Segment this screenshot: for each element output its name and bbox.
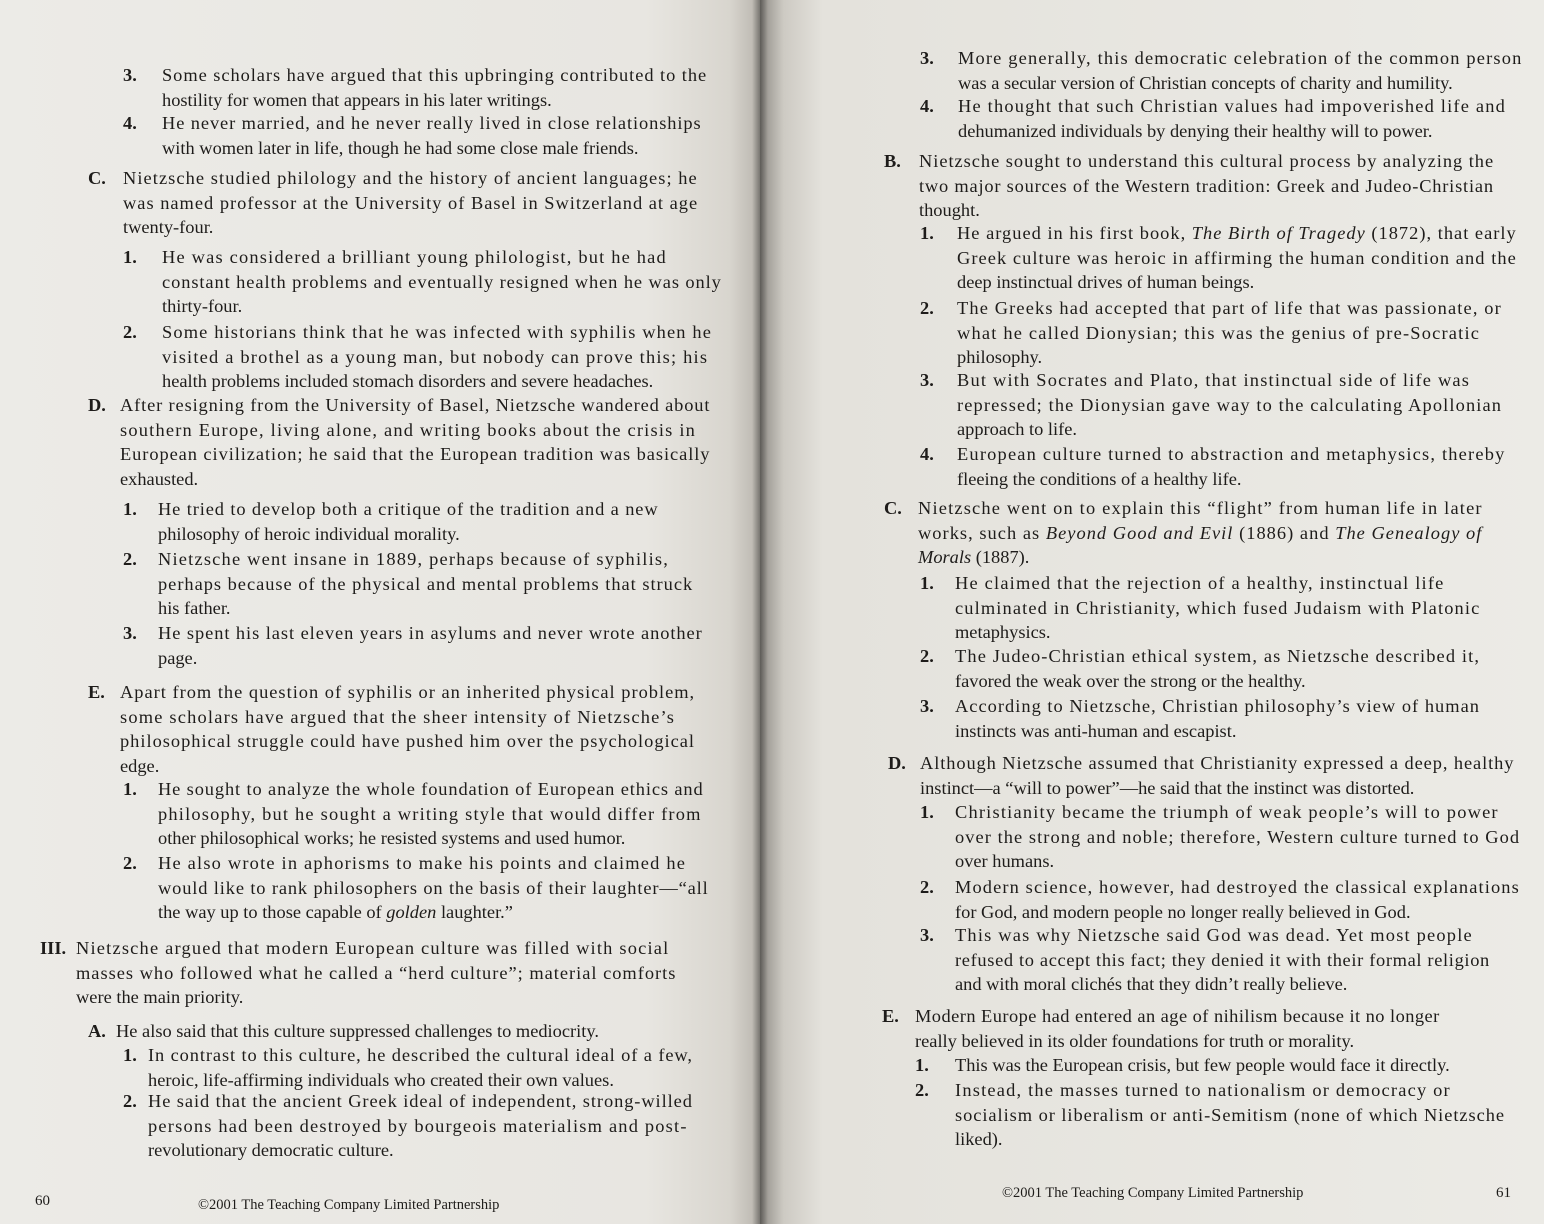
text-line: Nietzsche went insane in 1889, perhaps because of syphilis, [158,549,670,569]
text-line: heroic, life-affirming individuals who created their own values. [148,1069,614,1090]
outline-label: 1. [123,247,137,267]
text-line: Nietzsche studied philology and the history of ancient languages; he [123,168,698,188]
outline-label: 1. [123,779,137,799]
text-line: two major sources of the Western tradition: Greek and Judeo-Christian [919,175,1494,196]
text-line: philosophy. [957,347,1043,367]
page-footer: ©2001 The Teaching Company Limited Partnership [198,1197,500,1213]
text-line: for God, and modern people no longer really believed in God. [955,901,1411,922]
text-line: his father. [158,598,231,618]
outline-label: 2. [123,322,137,342]
text-line: persons had been destroyed by bourgeois materialism and post- [148,1115,688,1136]
text-line: He spent his last eleven years in asylums and never wrote another [158,623,703,643]
outline-label: 4. [920,96,934,116]
text-line: masses who followed what he called a “herd culture”; material comforts [76,962,677,983]
text-line: deep instinctual drives of human beings. [957,272,1255,292]
text-line: perhaps because of the physical and mental problems that struck [158,573,694,594]
text-line: Although Nietzsche assumed that Christianity expressed a deep, healthy [920,753,1515,773]
text-line: liked). [955,1129,1003,1149]
text-line: European culture turned to abstraction and metaphysics, thereby [957,444,1506,464]
outline-label: 3. [920,696,934,716]
text-line: Morals (1887). [918,547,1030,567]
outline-label: 1. [123,499,137,519]
text-line: After resigning from the University of Basel, Nietzsche wandered about [120,395,711,415]
text-line: over the strong and noble; therefore, Western culture turned to God [955,826,1521,847]
outline-label: 3. [920,48,934,68]
outline-label: 2. [915,1080,929,1100]
text-line: He thought that such Christian values had impoverished life and [958,96,1507,116]
outline-label: 4. [123,113,137,133]
text-line: fleeing the conditions of a healthy life. [957,468,1242,489]
outline-label: 1. [920,573,934,593]
outline-label: 2. [920,646,934,666]
text-line: page. [158,647,198,668]
text-line: He said that the ancient Greek ideal of independent, strong-willed [148,1091,693,1111]
text-line: According to Nietzsche, Christian philosophy’s view of human [955,696,1480,716]
outline-label: C. [88,168,106,188]
right-page [760,0,1544,1224]
outline-label: 3. [920,370,934,390]
text-line: The Judeo-Christian ethical system, as Nietzsche described it, [955,646,1481,666]
text-line: Nietzsche went on to explain this “flight” from human life in later [918,498,1483,518]
text-line: In contrast to this culture, he described the cultural ideal of a few, [148,1045,693,1065]
text-line: He sought to analyze the whole foundation of European ethics and [158,779,704,799]
outline-label: III. [40,938,67,958]
outline-label: C. [884,498,902,518]
text-line: Some historians think that he was infected with syphilis when he [162,322,713,342]
text-line: Some scholars have argued that this upbringing contributed to the [162,65,708,85]
text-line: He never married, and he never really lived in close relationships [162,113,702,133]
text-line: visited a brothel as a young man, but nobody can prove this; his [162,346,709,367]
text-line: health problems included stomach disorders and severe headaches. [162,371,654,391]
text-line: instinct—a “will to power”—he said that the instinct was distorted. [920,777,1415,798]
text-line: culminated in Christianity, which fused Judaism with Platonic [955,597,1481,618]
outline-label: 2. [123,1091,137,1111]
text-line: Apart from the question of syphilis or an inherited physical problem, [120,682,696,702]
text-line: European civilization; he said that the European tradition was basically [120,444,711,464]
outline-label: 3. [123,623,137,643]
text-line: the way up to those capable of golden laughter.” [158,902,513,922]
text-line: He claimed that the rejection of a healthy, instinctual life [955,573,1445,593]
outline-label: 1. [123,1045,137,1065]
outline-label: E. [882,1006,899,1026]
outline-label: D. [888,753,906,773]
outline-label: A. [88,1021,106,1041]
outline-label: 2. [920,877,934,897]
text-line: exhausted. [120,468,199,489]
text-line: instincts was anti-human and escapist. [955,720,1237,741]
text-line: what he called Dionysian; this was the genius of pre-Socratic [957,322,1481,343]
outline-label: 1. [920,223,934,243]
text-line: He was considered a brilliant young philologist, but he had [162,247,667,267]
text-line: But with Socrates and Plato, that instinctual side of life was [957,370,1471,390]
text-line: He tried to develop both a critique of the tradition and a new [158,499,659,519]
text-line: Modern Europe had entered an age of nihilism because it no longer [915,1006,1440,1026]
text-line: constant health problems and eventually resigned when he was only [162,271,722,292]
text-line: would like to rank philosophers on the basis of their laughter—“all [158,877,709,898]
text-line: revolutionary democratic culture. [148,1140,394,1160]
text-line: philosophical struggle could have pushed him over the psychological [120,731,696,751]
outline-label: B. [884,151,901,171]
outline-label: 2. [123,853,137,873]
page-number: 60 [35,1193,50,1209]
text-line: philosophy of heroic individual morality. [158,523,460,544]
text-line: favored the weak over the strong or the healthy. [955,670,1306,691]
outline-label: D. [88,395,106,415]
outline-label: 4. [920,444,934,464]
text-line: twenty-four. [123,217,214,237]
text-line: He argued in his first book, The Birth of Tragedy (1872), that early [957,223,1517,243]
text-line: thought. [919,200,980,220]
text-line: socialism or liberalism or anti-Semitism (none of which Nietzsche [955,1104,1506,1125]
text-line: were the main priority. [76,987,244,1007]
text-line: and with moral clichés that they didn’t really believe. [955,974,1348,994]
text-line: Nietzsche argued that modern European culture was filled with social [76,938,670,958]
outline-label: 3. [920,925,934,945]
text-line: This was the European crisis, but few people would face it directly. [955,1055,1450,1075]
text-line: really believed in its older foundations for truth or morality. [915,1030,1355,1051]
outline-label: 1. [920,802,934,822]
text-line: metaphysics. [955,622,1051,642]
page-footer: ©2001 The Teaching Company Limited Partnership [1002,1185,1304,1201]
text-line: thirty-four. [162,296,243,316]
left-page [0,0,760,1224]
text-line: He also wrote in aphorisms to make his points and claimed he [158,853,687,873]
outline-label: 2. [123,549,137,569]
text-line: southern Europe, living alone, and writing books about the crisis in [120,419,697,440]
text-line: The Greeks had accepted that part of life that was passionate, or [957,298,1502,318]
text-line: philosophy, but he sought a writing style that would differ from [158,803,702,824]
page-number: 61 [1496,1185,1511,1201]
text-line: More generally, this democratic celebration of the common person [958,48,1523,68]
text-line: edge. [120,755,160,776]
text-line: This was why Nietzsche said God was dead. Yet most people [955,925,1473,945]
text-line: He also said that this culture suppressed challenges to mediocrity. [116,1021,599,1041]
text-line: repressed; the Dionysian gave way to the calculating Apollonian [957,394,1503,415]
text-line: with women later in life, though he had some close male friends. [162,137,639,158]
text-line: was a secular version of Christian concepts of charity and humility. [958,72,1453,93]
text-line: hostility for women that appears in his later writings. [162,89,552,110]
outline-label: E. [88,682,105,702]
text-line: Christianity became the triumph of weak people’s will to power [955,802,1499,822]
outline-label: 3. [123,65,137,85]
text-line: Greek culture was heroic in affirming the human condition and the [957,247,1517,268]
text-line: some scholars have argued that the sheer intensity of Nietzsche’s [120,706,676,727]
text-line: was named professor at the University of Basel in Switzerland at age [123,192,699,213]
outline-label: 1. [915,1055,929,1075]
text-line: refused to accept this fact; they denied it with their formal religion [955,949,1490,970]
text-line: other philosophical works; he resisted systems and used humor. [158,828,626,848]
text-line: Nietzsche sought to understand this cultural process by analyzing the [919,151,1495,171]
text-line: Modern science, however, had destroyed the classical explanations [955,877,1520,897]
text-line: approach to life. [957,419,1077,439]
text-line: over humans. [955,851,1055,871]
book-fold [752,0,768,1224]
outline-label: 2. [920,298,934,318]
text-line: dehumanized individuals by denying their healthy will to power. [958,120,1433,141]
text-line: Instead, the masses turned to nationalism or democracy or [955,1080,1451,1100]
text-line: works, such as Beyond Good and Evil (1886) and The Genealogy of [918,522,1483,543]
